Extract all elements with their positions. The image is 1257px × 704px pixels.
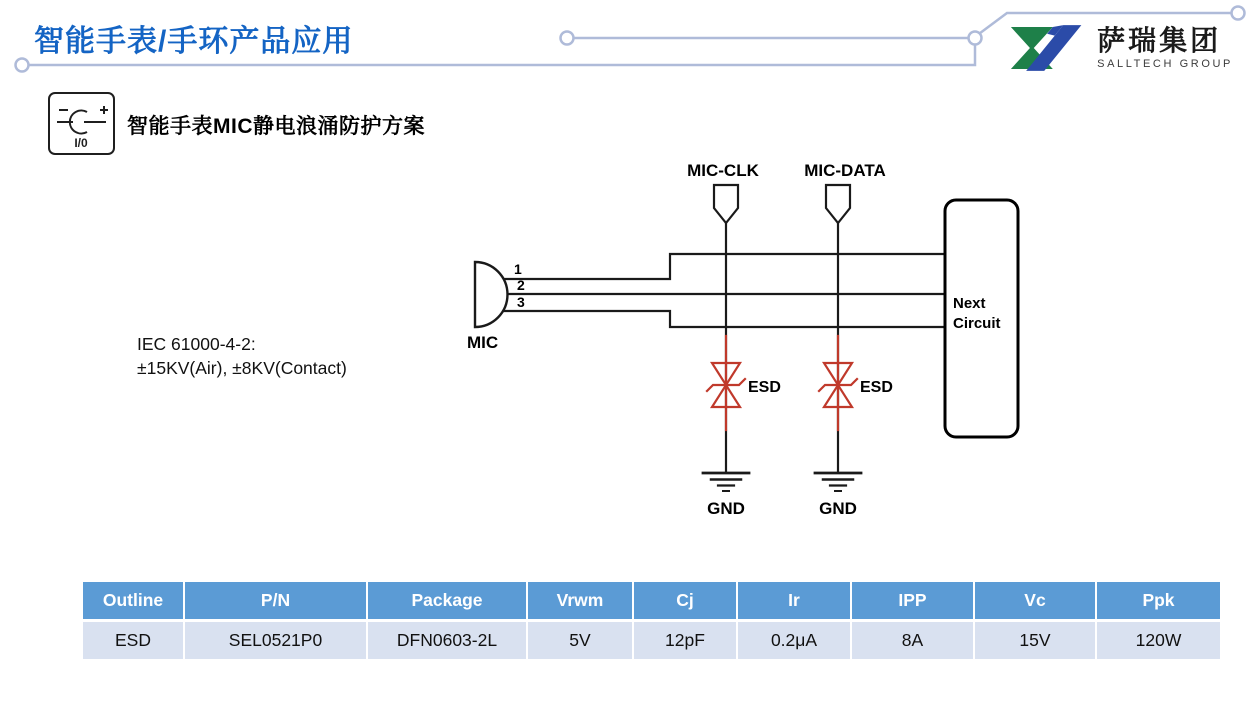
gnd-symbol-data-icon xyxy=(815,473,861,491)
cell-vrwm: 5V xyxy=(528,622,634,659)
next-circuit-label-line2: Circuit xyxy=(953,315,1001,332)
gnd-label-data: GND xyxy=(819,499,857,518)
esd-label-data: ESD xyxy=(860,379,893,396)
mic-clk-label: MIC-CLK xyxy=(687,161,759,180)
col-header-ipp: IPP xyxy=(852,582,975,619)
mic-clk-connector-icon xyxy=(714,185,738,223)
pin1-label: 1 xyxy=(514,261,522,277)
mic-symbol-icon xyxy=(475,262,507,327)
iec-line1: IEC 61000-4-2: xyxy=(137,334,256,354)
esd-protection-circuit-diagram xyxy=(430,150,1050,530)
col-header-package: Package xyxy=(368,582,528,619)
io-symbol-label: I/0 xyxy=(74,136,88,150)
spec-table-header-row xyxy=(83,582,1220,619)
section-heading: 智能手表MIC静电浪涌防护方案 xyxy=(127,115,425,138)
io-symbol-box xyxy=(48,92,115,155)
cell-package: DFN0603-2L xyxy=(368,622,528,659)
col-header-outline: Outline xyxy=(83,582,185,619)
cell-ir: 0.2μA xyxy=(738,622,852,659)
col-header-cj: Cj xyxy=(634,582,738,619)
cell-outline: ESD xyxy=(83,622,185,659)
pin1-trace xyxy=(500,254,945,279)
mic-data-label: MIC-DATA xyxy=(804,161,886,180)
col-header-ppk: Ppk xyxy=(1097,582,1220,619)
company-logo xyxy=(1009,22,1233,74)
gnd-label-clk: GND xyxy=(707,499,745,518)
spec-table-data-row xyxy=(83,622,1220,659)
esd-label-clk: ESD xyxy=(748,379,781,396)
cell-ppk: 120W xyxy=(1097,622,1220,659)
mic-label: MIC xyxy=(467,333,499,352)
next-circuit-label-line1: Next xyxy=(953,295,986,312)
salltech-logo-icon xyxy=(1009,22,1089,74)
logo-name-en: SALLTECH GROUP xyxy=(1097,58,1233,71)
io-symbol-icon xyxy=(50,94,113,153)
iec-line2: ±15KV(Air), ±8KV(Contact) xyxy=(137,358,347,378)
mic-data-connector-icon xyxy=(826,185,850,223)
cell-pn: SEL0521P0 xyxy=(185,622,368,659)
cell-cj: 12pF xyxy=(634,622,738,659)
col-header-vc: Vc xyxy=(975,582,1097,619)
pin3-trace xyxy=(500,311,945,327)
gnd-symbol-clk-icon xyxy=(703,473,749,491)
cell-ipp: 8A xyxy=(852,622,975,659)
pin3-label: 3 xyxy=(517,294,525,310)
page-title: 智能手表/手环产品应用 xyxy=(34,25,354,58)
col-header-pn: P/N xyxy=(185,582,368,619)
cell-vc: 15V xyxy=(975,622,1097,659)
col-header-ir: Ir xyxy=(738,582,852,619)
logo-text xyxy=(1097,26,1233,71)
pin2-label: 2 xyxy=(517,277,525,293)
iec-standard-note xyxy=(137,332,347,380)
col-header-vrwm: Vrwm xyxy=(528,582,634,619)
spec-table xyxy=(83,582,1220,659)
logo-name-cn: 萨瑞集团 xyxy=(1097,24,1222,56)
